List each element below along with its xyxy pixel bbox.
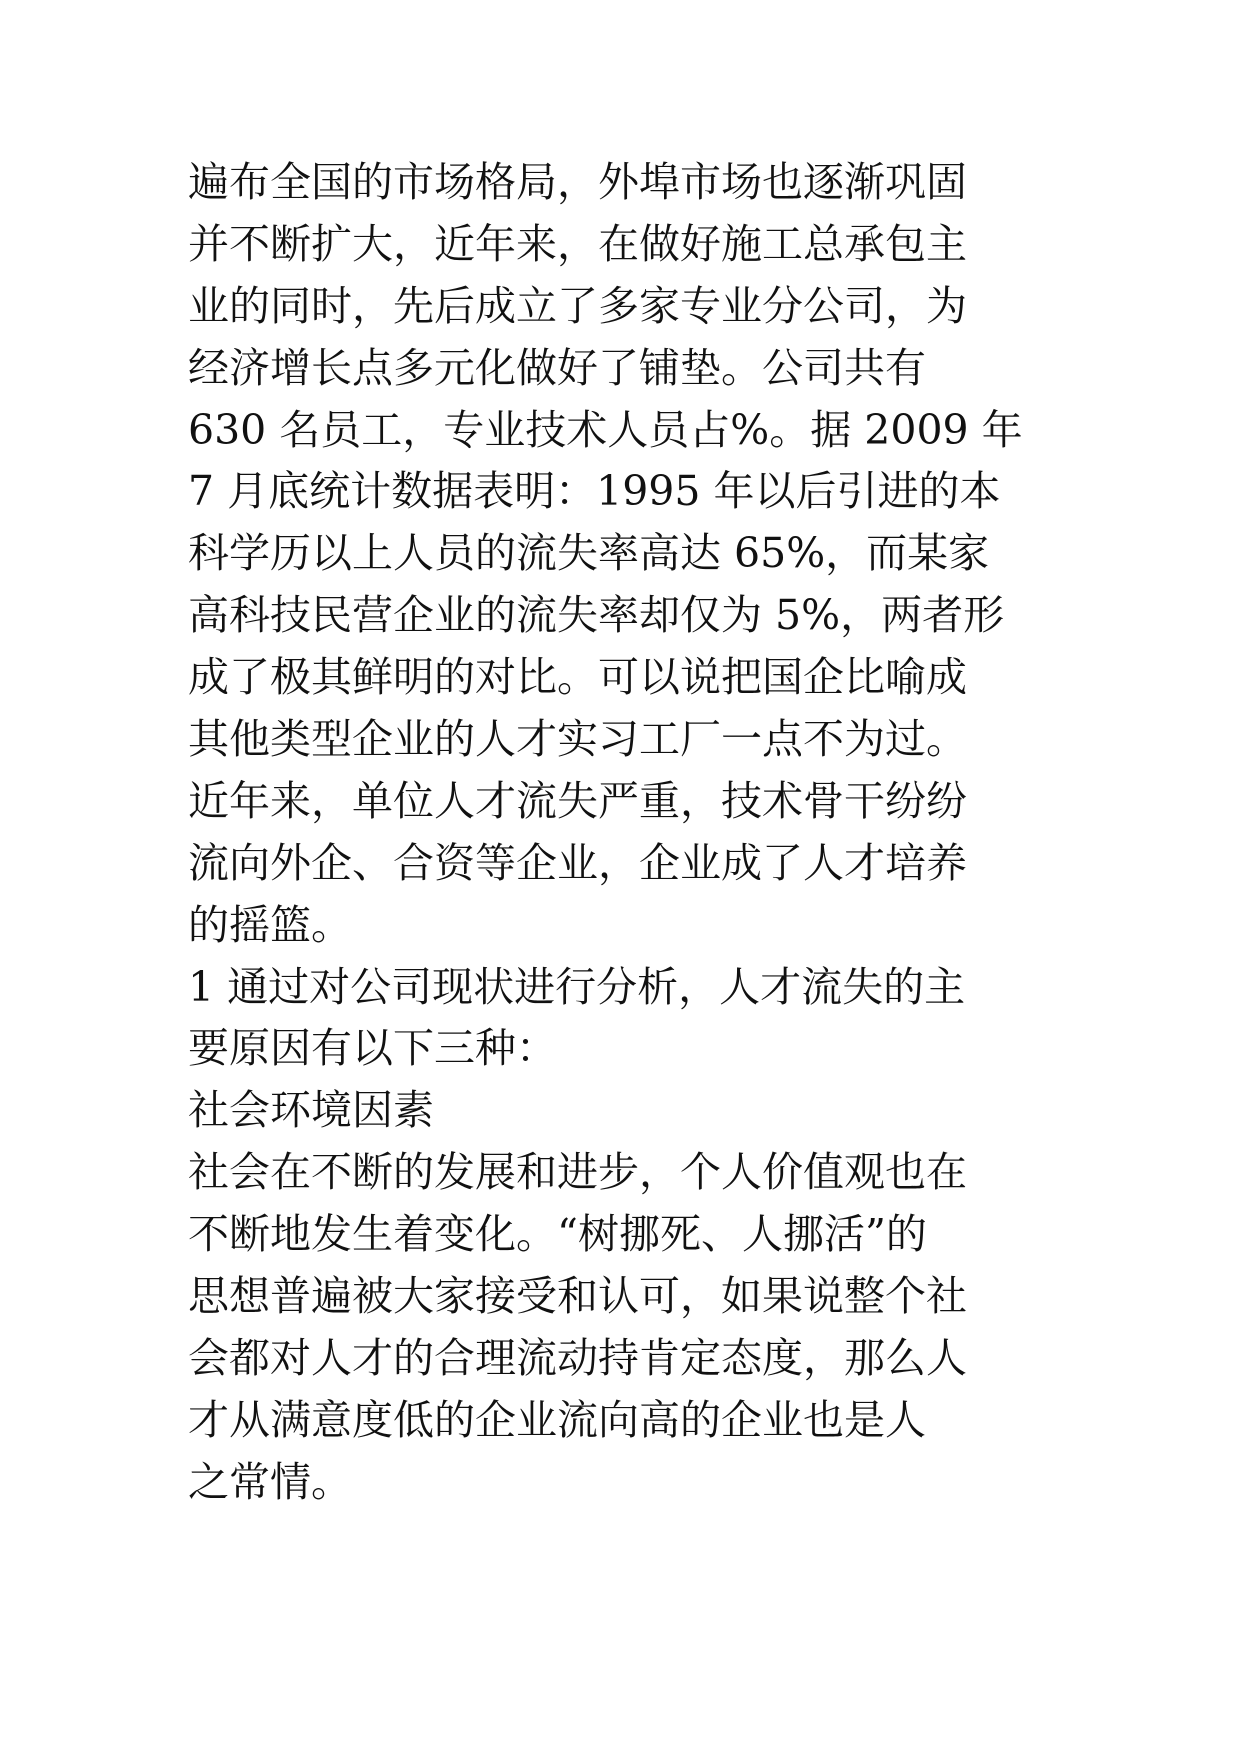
document-body bbox=[188, 152, 1068, 1514]
section-heading: 社会环境因素 bbox=[188, 1086, 434, 1135]
text-line: 高科技民营企业的流失率却仅为 5%，两者形 bbox=[188, 591, 1005, 640]
text-line: 7 月底统计数据表明：1995 年以后引进的本 bbox=[188, 467, 1001, 516]
text-line: 业的同时，先后成立了多家专业分公司，为 bbox=[188, 281, 967, 330]
text-line: 其他类型企业的人才实习工厂一点不为过。 bbox=[188, 715, 967, 764]
text-line: 流向外企、合资等企业，企业成了人才培养 bbox=[188, 838, 967, 887]
text-line: 才从满意度低的企业流向高的企业也是人 bbox=[188, 1395, 926, 1444]
text-line: 的摇篮。 bbox=[188, 900, 352, 949]
text-line: 630 名员工，专业技术人员占%。据 2009 年 bbox=[188, 405, 1023, 454]
text-line: 成了极其鲜明的对比。可以说把国企比喻成 bbox=[188, 653, 967, 702]
text-line: 之常情。 bbox=[188, 1457, 352, 1506]
text-line: 思想普遍被大家接受和认可，如果说整个社 bbox=[188, 1272, 967, 1321]
text-line: 1 通过对公司现状进行分析，人才流失的主 bbox=[188, 962, 966, 1011]
text-line: 不断地发生着变化。“树挪死、人挪活”的 bbox=[188, 1210, 927, 1259]
text-line: 要原因有以下三种： bbox=[188, 1024, 557, 1073]
text-line: 经济增长点多元化做好了铺垫。公司共有 bbox=[188, 343, 926, 392]
text-line: 遍布全国的市场格局，外埠市场也逐渐巩固 bbox=[188, 158, 967, 206]
text-line: 科学历以上人员的流失率高达 65%，而某家 bbox=[188, 529, 990, 578]
text-line: 会都对人才的合理流动持肯定态度，那么人 bbox=[188, 1333, 967, 1382]
text-line: 并不断扩大，近年来，在做好施工总承包主 bbox=[188, 219, 967, 268]
text-line: 社会在不断的发展和进步，个人价值观也在 bbox=[188, 1148, 967, 1197]
text-line: 近年来，单位人才流失严重，技术骨干纷纷 bbox=[188, 776, 967, 825]
